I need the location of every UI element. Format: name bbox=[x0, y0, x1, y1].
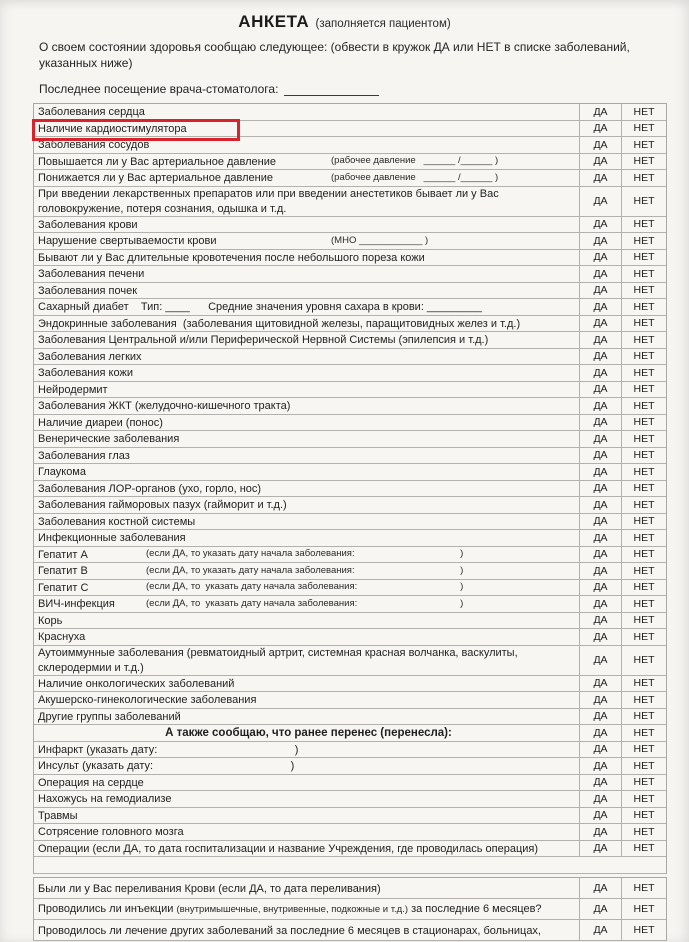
answer-yes[interactable]: ДА bbox=[579, 266, 621, 282]
answer-no[interactable]: НЕТ bbox=[621, 497, 666, 513]
answer-yes[interactable]: ДА bbox=[579, 104, 621, 120]
question-text: Заболевания ЛОР-органов (ухо, горло, нос) bbox=[38, 482, 262, 495]
question-row bbox=[34, 233, 666, 250]
answer-no[interactable]: НЕТ bbox=[621, 217, 666, 233]
question-text: Заболевания костной системы bbox=[38, 515, 196, 528]
answer-no[interactable]: НЕТ bbox=[621, 299, 666, 315]
question-row bbox=[34, 808, 666, 825]
question-detail-text: (если ДА, то указать дату начала заболевания: ) bbox=[146, 597, 464, 609]
answer-no[interactable]: НЕТ bbox=[621, 481, 666, 497]
answer-no[interactable]: НЕТ bbox=[621, 448, 666, 464]
question-cell bbox=[34, 899, 579, 919]
question-detail-text: (рабочее давление ______ /______ ) bbox=[331, 155, 499, 167]
question-cell bbox=[34, 382, 579, 398]
answer-no[interactable]: НЕТ bbox=[621, 137, 666, 153]
question-cell bbox=[34, 332, 579, 348]
answer-no[interactable]: НЕТ bbox=[621, 629, 666, 645]
answer-yes[interactable]: ДА bbox=[579, 349, 621, 365]
question-text: Операция на сердце bbox=[38, 776, 144, 789]
answer-no[interactable]: НЕТ bbox=[621, 841, 666, 857]
question-row bbox=[34, 398, 666, 415]
answer-no[interactable]: НЕТ bbox=[621, 349, 666, 365]
answer-no[interactable]: НЕТ bbox=[621, 187, 666, 216]
question-row bbox=[34, 316, 666, 333]
question-text: Проводились ли инъекции bbox=[38, 903, 177, 915]
question-text: Акушерско-гинекологические заболевания bbox=[38, 694, 257, 707]
question-detail-text: (внутримышечные, внутривенные, подкожные и т.д.) bbox=[176, 904, 409, 915]
answer-yes[interactable]: ДА bbox=[579, 250, 621, 266]
answer-yes[interactable]: ДА bbox=[579, 233, 621, 249]
answer-yes[interactable]: ДА bbox=[579, 646, 621, 675]
answer-no[interactable]: НЕТ bbox=[621, 596, 666, 612]
question-text: Заболевания почек bbox=[38, 284, 138, 297]
question-text: Инфаркт (указать дату: ) bbox=[38, 743, 299, 756]
answer-no[interactable]: НЕТ bbox=[621, 899, 666, 919]
answer-yes[interactable]: ДА bbox=[579, 154, 621, 170]
answer-no[interactable]: НЕТ bbox=[621, 398, 666, 414]
question-cell bbox=[34, 613, 579, 629]
answer-yes[interactable]: ДА bbox=[579, 709, 621, 725]
answer-no[interactable]: НЕТ bbox=[621, 415, 666, 431]
answer-no[interactable]: НЕТ bbox=[621, 725, 666, 741]
question-row bbox=[34, 170, 666, 187]
question-text: Наличие онкологических заболеваний bbox=[38, 677, 235, 690]
question-cell bbox=[34, 448, 579, 464]
additional-questions-table bbox=[33, 877, 667, 941]
last-dentist-visit-blank-field[interactable] bbox=[284, 83, 379, 96]
question-text: Нарушение свертываемости крови bbox=[38, 235, 217, 248]
question-text: Инфекционные заболевания bbox=[38, 532, 186, 545]
question-text: Заболевания сосудов bbox=[38, 139, 150, 152]
question-cell bbox=[34, 629, 579, 645]
question-cell bbox=[34, 299, 579, 315]
question-row bbox=[34, 349, 666, 366]
question-cell bbox=[34, 398, 579, 414]
question-detail-text: (если ДА, то указать дату начала заболевания: ) bbox=[146, 548, 464, 560]
intro-line-1: О своем состоянии здоровья сообщаю следующее: (обвести в кружок ДА или НЕТ в списке заболеваний, bbox=[39, 40, 630, 54]
question-cell bbox=[34, 514, 579, 530]
question-row bbox=[34, 415, 666, 432]
answer-yes[interactable]: ДА bbox=[579, 547, 621, 563]
question-cell bbox=[34, 187, 579, 216]
question-cell bbox=[34, 646, 579, 675]
answer-no[interactable]: НЕТ bbox=[621, 808, 666, 824]
answer-no[interactable]: НЕТ bbox=[621, 791, 666, 807]
answer-no[interactable]: НЕТ bbox=[621, 233, 666, 249]
question-cell bbox=[34, 137, 579, 153]
answer-yes[interactable]: ДА bbox=[579, 791, 621, 807]
answer-yes[interactable]: ДА bbox=[579, 629, 621, 645]
question-text: Наличие диареи (понос) bbox=[38, 416, 163, 429]
answer-yes[interactable]: ДА bbox=[579, 431, 621, 447]
question-cell bbox=[34, 742, 579, 758]
question-cell bbox=[34, 530, 579, 546]
answer-no[interactable]: НЕТ bbox=[621, 920, 666, 940]
question-text: Сахарный диабет Тип: ____ Средние значения уровня сахара в крови: _________ bbox=[38, 301, 482, 314]
question-cell bbox=[34, 824, 579, 840]
question-text: Заболевания легких bbox=[38, 350, 142, 363]
question-cell bbox=[34, 692, 579, 708]
last-dentist-visit-label: Последнее посещение врача-стоматолога: bbox=[39, 82, 279, 96]
question-cell bbox=[34, 725, 579, 741]
question-row bbox=[34, 464, 666, 481]
answer-yes[interactable]: ДА bbox=[579, 775, 621, 791]
answer-yes[interactable]: ДА bbox=[579, 137, 621, 153]
answer-yes[interactable]: ДА bbox=[579, 758, 621, 774]
question-row bbox=[34, 629, 666, 646]
answer-yes[interactable]: ДА bbox=[579, 808, 621, 824]
question-text: Бывают ли у Вас длительные кровотечения после небольшого пореза кожи bbox=[38, 251, 425, 264]
answer-no[interactable]: НЕТ bbox=[621, 365, 666, 381]
question-text: Венерические заболевания bbox=[38, 433, 180, 446]
answer-yes[interactable]: ДА bbox=[579, 170, 621, 186]
answer-yes[interactable]: ДА bbox=[579, 920, 621, 940]
answer-yes[interactable]: ДА bbox=[579, 299, 621, 315]
section-header-row bbox=[34, 725, 666, 742]
question-row bbox=[34, 841, 666, 858]
question-row bbox=[34, 497, 666, 514]
question-row bbox=[34, 920, 666, 941]
answer-yes[interactable]: ДА bbox=[579, 563, 621, 579]
question-text: Операции (если ДА, то дата госпитализации и название Учреждения, где проводилась операция) bbox=[38, 842, 539, 855]
question-row bbox=[34, 775, 666, 792]
question-text: Заболевания сердца bbox=[38, 106, 145, 119]
blank-row bbox=[34, 857, 666, 874]
question-text: Травмы bbox=[38, 809, 78, 822]
page-title-suffix: (заполняется пациентом) bbox=[309, 18, 451, 30]
question-row bbox=[34, 104, 666, 121]
question-cell bbox=[34, 104, 579, 120]
question-row bbox=[34, 283, 666, 300]
answer-no[interactable]: НЕТ bbox=[621, 646, 666, 675]
answer-yes[interactable]: ДА bbox=[579, 415, 621, 431]
question-row bbox=[34, 121, 666, 138]
question-detail-text: (МНО ____________ ) bbox=[331, 234, 429, 246]
question-row bbox=[34, 676, 666, 693]
question-text: Заболевания печени bbox=[38, 268, 145, 281]
answer-no[interactable]: НЕТ bbox=[621, 154, 666, 170]
question-text: Аутоиммунные заболевания (ревматоидный артрит, системная красная волчанка, васкулиты, bbox=[38, 647, 518, 659]
question-row bbox=[34, 596, 666, 613]
answer-no[interactable]: НЕТ bbox=[621, 613, 666, 629]
answer-yes[interactable]: ДА bbox=[579, 596, 621, 612]
answer-yes[interactable]: ДА bbox=[579, 725, 621, 741]
question-cell bbox=[34, 563, 579, 579]
question-cell bbox=[34, 349, 579, 365]
question-text: Другие группы заболеваний bbox=[38, 710, 181, 723]
question-text: Гепатит А bbox=[38, 548, 88, 561]
question-cell bbox=[34, 791, 579, 807]
question-text: Сотрясение головного мозга bbox=[38, 826, 184, 839]
answer-no[interactable]: НЕТ bbox=[621, 382, 666, 398]
answer-yes[interactable]: ДА bbox=[579, 824, 621, 840]
question-row bbox=[34, 692, 666, 709]
question-row bbox=[34, 791, 666, 808]
question-cell bbox=[34, 497, 579, 513]
question-row bbox=[34, 382, 666, 399]
question-cell bbox=[34, 250, 579, 266]
answer-yes[interactable]: ДА bbox=[579, 187, 621, 216]
question-text: Заболевания глаз bbox=[38, 449, 130, 462]
answer-no[interactable]: НЕТ bbox=[621, 104, 666, 120]
answer-yes[interactable]: ДА bbox=[579, 365, 621, 381]
intro-text bbox=[39, 39, 659, 71]
answer-no[interactable]: НЕТ bbox=[621, 775, 666, 791]
question-cell bbox=[34, 154, 579, 170]
answer-yes[interactable]: ДА bbox=[579, 121, 621, 137]
last-dentist-visit-row bbox=[39, 82, 379, 96]
question-text: Заболевания ЖКТ (желудочно-кишечного тракта) bbox=[38, 400, 291, 413]
question-row bbox=[34, 266, 666, 283]
answer-yes[interactable]: ДА bbox=[579, 332, 621, 348]
question-text: Заболевания Центральной и/или Периферической Нервной Системы (эпилепсия и т.д.) bbox=[38, 334, 489, 347]
question-cell bbox=[34, 217, 579, 233]
answer-yes[interactable]: ДА bbox=[579, 580, 621, 596]
answer-no[interactable]: НЕТ bbox=[621, 316, 666, 332]
answer-no[interactable]: НЕТ bbox=[621, 514, 666, 530]
question-cell bbox=[34, 808, 579, 824]
question-row bbox=[34, 878, 666, 899]
answer-yes[interactable]: ДА bbox=[579, 514, 621, 530]
question-cell bbox=[34, 283, 579, 299]
answer-yes[interactable]: ДА bbox=[579, 448, 621, 464]
answer-no[interactable]: НЕТ bbox=[621, 692, 666, 708]
answer-no[interactable]: НЕТ bbox=[621, 676, 666, 692]
question-cell bbox=[34, 481, 579, 497]
question-text: Корь bbox=[38, 614, 63, 627]
question-text: Гепатит С bbox=[38, 581, 89, 594]
question-text: Нахожусь на гемодиализе bbox=[38, 793, 172, 806]
answer-no[interactable]: НЕТ bbox=[621, 121, 666, 137]
question-cell bbox=[34, 547, 579, 563]
answer-no[interactable]: НЕТ bbox=[621, 250, 666, 266]
question-row bbox=[34, 137, 666, 154]
question-text: Были ли у Вас переливания Крови (если ДА, то дата переливания) bbox=[38, 882, 381, 895]
question-row bbox=[34, 646, 666, 676]
answer-no[interactable]: НЕТ bbox=[621, 563, 666, 579]
question-cell bbox=[34, 170, 579, 186]
question-row bbox=[34, 431, 666, 448]
answer-yes[interactable]: ДА bbox=[579, 382, 621, 398]
page-title-line bbox=[0, 12, 689, 32]
answer-no[interactable]: НЕТ bbox=[621, 332, 666, 348]
answer-no[interactable]: НЕТ bbox=[621, 758, 666, 774]
question-text: Глаукома bbox=[38, 466, 86, 479]
question-cell bbox=[34, 121, 579, 137]
answer-no[interactable]: НЕТ bbox=[621, 580, 666, 596]
question-row bbox=[34, 563, 666, 580]
question-row bbox=[34, 154, 666, 171]
question-cell bbox=[34, 878, 579, 898]
question-text: Проводилось ли лечение других заболеваний за последние 6 месяцев в стационарах, больницах, bbox=[38, 924, 541, 937]
answer-yes[interactable]: ДА bbox=[579, 613, 621, 629]
answer-no[interactable]: НЕТ bbox=[621, 878, 666, 898]
answer-yes[interactable]: ДА bbox=[579, 676, 621, 692]
question-row bbox=[34, 530, 666, 547]
intro-line-2: указанных ниже) bbox=[39, 56, 133, 70]
question-row bbox=[34, 187, 666, 217]
answer-yes[interactable]: ДА bbox=[579, 742, 621, 758]
question-text: Нейродермит bbox=[38, 383, 108, 396]
question-text: Заболевания крови bbox=[38, 218, 138, 231]
question-cell bbox=[34, 365, 579, 381]
question-text: Повышается ли у Вас артериальное давление bbox=[38, 155, 277, 168]
question-cell bbox=[34, 841, 579, 857]
answer-yes[interactable]: ДА bbox=[579, 497, 621, 513]
question-text: Понижается ли у Вас артериальное давление bbox=[38, 172, 274, 185]
question-text: Инсульт (указать дату: ) bbox=[38, 760, 295, 773]
answer-no[interactable]: НЕТ bbox=[621, 266, 666, 282]
question-cell bbox=[34, 775, 579, 791]
question-row bbox=[34, 758, 666, 775]
question-cell bbox=[34, 316, 579, 332]
answer-yes[interactable]: ДА bbox=[579, 398, 621, 414]
blank-cell bbox=[34, 857, 666, 873]
question-text: Эндокринные заболевания (заболевания щитовидной железы, паращитовидных желез и т.д.) bbox=[38, 317, 521, 330]
question-cell bbox=[34, 596, 579, 612]
question-cell bbox=[34, 920, 579, 940]
answer-yes[interactable]: ДА bbox=[579, 316, 621, 332]
answer-yes[interactable]: ДА bbox=[579, 899, 621, 919]
answer-yes[interactable]: ДА bbox=[579, 878, 621, 898]
question-detail-text: (рабочее давление ______ /______ ) bbox=[331, 171, 499, 183]
question-cell bbox=[34, 431, 579, 447]
question-cell bbox=[34, 415, 579, 431]
answer-yes[interactable]: ДА bbox=[579, 481, 621, 497]
answer-no[interactable]: НЕТ bbox=[621, 709, 666, 725]
question-row bbox=[34, 580, 666, 597]
answer-no[interactable]: НЕТ bbox=[621, 431, 666, 447]
question-row bbox=[34, 742, 666, 759]
question-row bbox=[34, 250, 666, 267]
question-text: Заболевания гайморовых пазух (гайморит и т.д.) bbox=[38, 499, 287, 512]
question-detail-text: (если ДА, то указать дату начала заболевания: ) bbox=[146, 564, 464, 576]
question-cell bbox=[34, 464, 579, 480]
question-cell bbox=[34, 233, 579, 249]
answer-no[interactable]: НЕТ bbox=[621, 742, 666, 758]
answer-yes[interactable]: ДА bbox=[579, 530, 621, 546]
question-text: А также сообщаю, что ранее перенес (перенесла): bbox=[165, 727, 452, 740]
question-detail-text: (если ДА, то указать дату начала заболевания: ) bbox=[146, 581, 464, 593]
question-row bbox=[34, 709, 666, 726]
question-text: Наличие кардиостимулятора bbox=[38, 122, 187, 135]
answer-yes[interactable]: ДА bbox=[579, 692, 621, 708]
question-text: ВИЧ-инфекция bbox=[38, 598, 115, 611]
question-text: Гепатит В bbox=[38, 565, 88, 578]
question-row bbox=[34, 899, 666, 920]
question-cell bbox=[34, 676, 579, 692]
question-row bbox=[34, 217, 666, 234]
answer-yes[interactable]: ДА bbox=[579, 464, 621, 480]
answer-no[interactable]: НЕТ bbox=[621, 824, 666, 840]
question-text-line2: склеродермии и т.д.) bbox=[38, 662, 144, 674]
answer-no[interactable]: НЕТ bbox=[621, 170, 666, 186]
answer-no[interactable]: НЕТ bbox=[621, 283, 666, 299]
question-row bbox=[34, 299, 666, 316]
question-row bbox=[34, 613, 666, 630]
question-cell bbox=[34, 266, 579, 282]
answer-no[interactable]: НЕТ bbox=[621, 530, 666, 546]
answer-no[interactable]: НЕТ bbox=[621, 547, 666, 563]
question-cell bbox=[34, 580, 579, 596]
answer-yes[interactable]: ДА bbox=[579, 217, 621, 233]
question-row bbox=[34, 824, 666, 841]
question-text-continued: за последние 6 месяцев? bbox=[408, 903, 542, 915]
page-title: АНКЕТА bbox=[238, 12, 310, 31]
question-row bbox=[34, 547, 666, 564]
health-questionnaire-table bbox=[33, 103, 667, 874]
question-row bbox=[34, 481, 666, 498]
question-row bbox=[34, 514, 666, 531]
question-row bbox=[34, 365, 666, 382]
question-cell bbox=[34, 709, 579, 725]
question-text: Краснуха bbox=[38, 631, 86, 644]
question-cell bbox=[34, 758, 579, 774]
question-text-line2: головокружение, потеря сознания, одышка и т.д. bbox=[38, 203, 287, 215]
answer-yes[interactable]: ДА bbox=[579, 841, 621, 857]
answer-no[interactable]: НЕТ bbox=[621, 464, 666, 480]
question-row bbox=[34, 332, 666, 349]
question-text: Заболевания кожи bbox=[38, 367, 133, 380]
question-row bbox=[34, 448, 666, 465]
question-text: При введении лекарственных препаратов или при введении анестетиков бывает ли у Вас bbox=[38, 188, 499, 200]
answer-yes[interactable]: ДА bbox=[579, 283, 621, 299]
